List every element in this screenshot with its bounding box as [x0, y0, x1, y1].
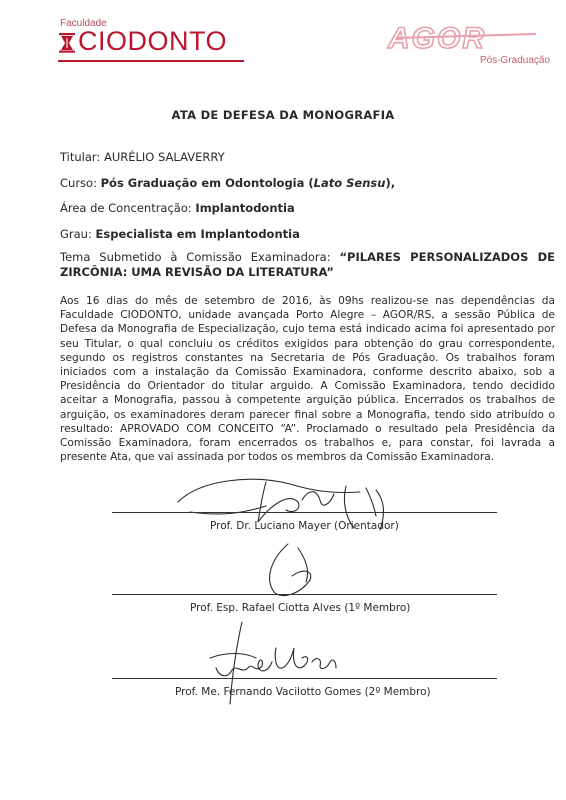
curso-value [101, 176, 395, 190]
area-label: Área de Concentração: [60, 201, 196, 215]
signature-label-2: Prof. Esp. Rafael Ciotta Alves (1º Membro) [190, 602, 411, 614]
agor-wordmark-icon [386, 22, 551, 54]
tema-field [60, 250, 555, 280]
signature-label-1: Prof. Dr. Luciano Mayer (Orientador) [210, 520, 399, 532]
logo-faculdade-text: Faculdade [60, 18, 107, 29]
curso-field [60, 176, 395, 190]
signature-label-3: Prof. Me. Fernando Vacilotto Gomes (2º Membro) [175, 686, 431, 698]
agor-posgraduacao-text: Pós-Graduação [480, 55, 551, 66]
agor-logo [380, 22, 555, 70]
svg-text:AGOR: AGOR [388, 22, 486, 54]
document-title: ATA DE DEFESA DA MONOGRAFIA [171, 108, 395, 122]
curso-value-text: Pós Graduação em Odontologia ( [100, 176, 314, 190]
curso-label: Curso: [60, 176, 101, 190]
curso-end: ), [385, 176, 396, 190]
ciodonto-mark-icon [58, 30, 76, 54]
logo-ciodonto-text: CIODONTO [78, 26, 228, 56]
tema-label: Tema Submetido à Comissão Examinadora: [60, 250, 340, 264]
signature-line-2 [112, 594, 497, 595]
area-value: Implantodontia [195, 201, 295, 215]
grau-label: Grau: [60, 227, 96, 241]
titular-field [60, 150, 225, 164]
tema-value: “PILARES PERSONALIZADOS DE ZIRCÔNIA: UMA REVISÃO DA LITERATURA” [60, 250, 555, 279]
ciodonto-logo [58, 18, 258, 70]
curso-italic: Lato Sensu [313, 176, 386, 190]
grau-field [60, 227, 300, 241]
titular-value: AURÉLIO SALAVERRY [103, 150, 225, 164]
signature-2-scribble [258, 540, 328, 600]
ata-body-paragraph: Aos 16 dias do mês de setembro de 2016, às 09hs realizou-se nas dependências da Faculdade CIODONTO, unidade avançada Porto Alegre – AGOR/RS, a sessão Pública de Defesa da Monografia de Especialização, cujo tema está indicado acima foi apresentado por seu Titular, o qual concluiu os créditos exigidos para obtenção do grau correspondente, segundo os registros constantes na Secretaria de Pós Graduação. Os trabalhos foram iniciados com a instalação da Comissão Examinadora, conforme descrito abaixo, sob a Presidência do Orientador do titular arguido. A Comissão Examinadora, tendo decidido aceitar a Monografia, passou à competente arguição pública. Encerrados os trabalhos de arguição, os examinadores deram parecer final sobre a Monografia, tendo sido atribuído o resultado: APROVADO COM CONCEITO “A”. Proclamado o resultado pela Presidência da Comissão Examinadora, foram encerrados os trabalhos e, para constar, foi lavrada a presente Ata, que vai assinada por todos os membros da Comissão Examinadora. [60, 295, 555, 464]
area-field [60, 201, 295, 215]
logo-underline [58, 60, 244, 62]
titular-label: Titular: [60, 150, 104, 164]
signature-line-1 [112, 512, 497, 513]
grau-value: Especialista em Implantodontia [95, 227, 300, 241]
signature-line-3 [112, 678, 497, 679]
